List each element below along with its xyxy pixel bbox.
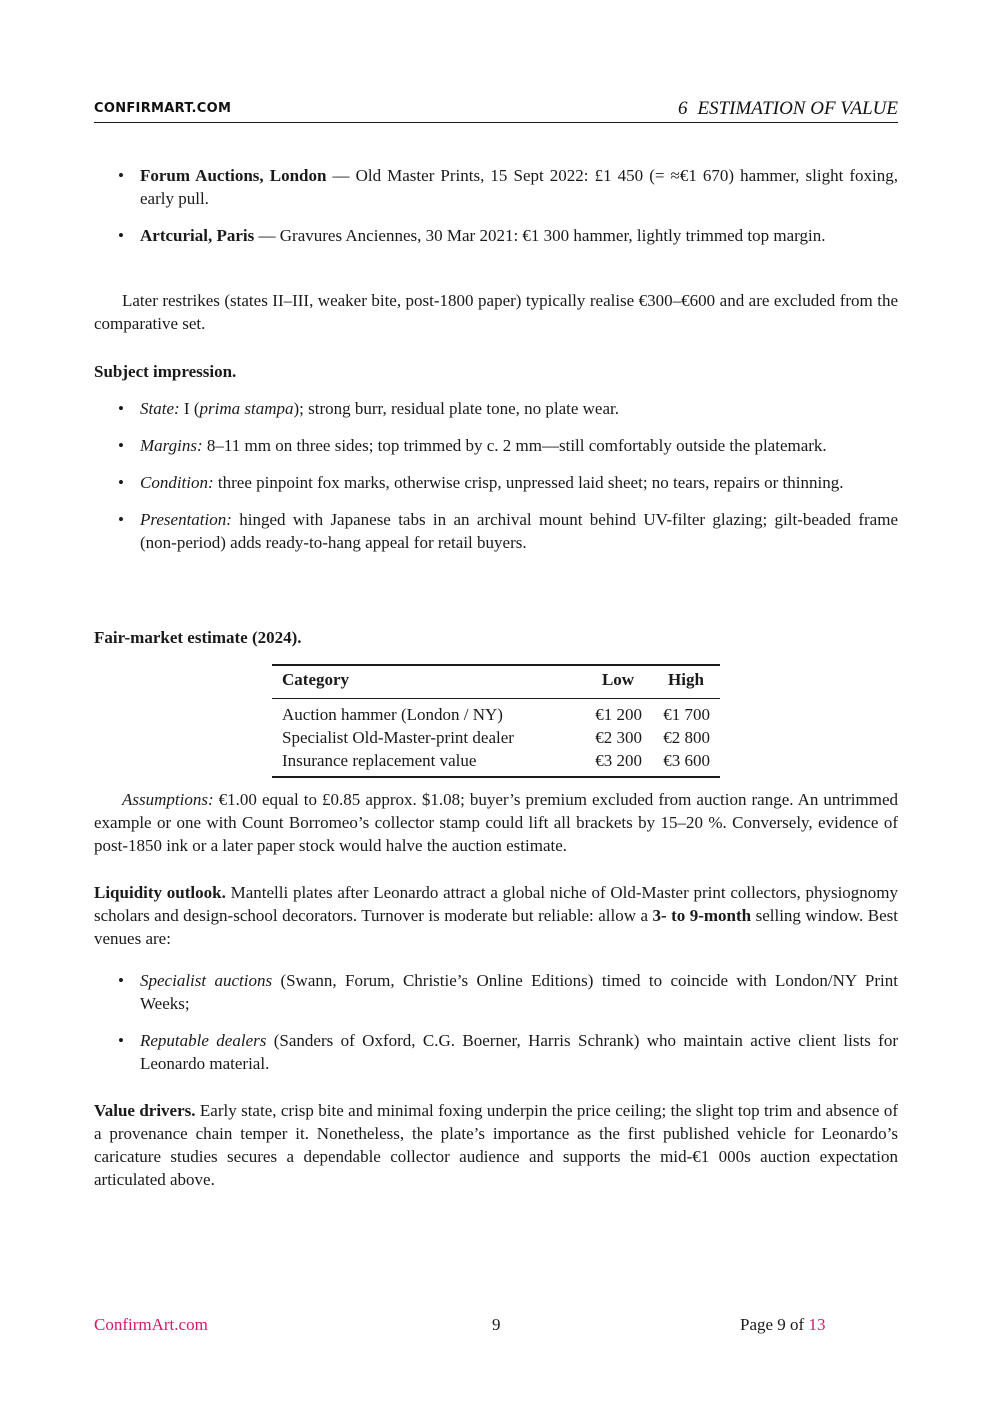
footer-site-link[interactable]: ConfirmArt.com [94,1315,208,1334]
auction-house: Forum Auctions, London [140,166,327,185]
value-drivers-heading: Value drivers. [94,1101,196,1120]
table-header-row [272,665,720,698]
page-label: Page 9 of [740,1315,809,1334]
list-item [94,1029,898,1075]
liquidity-text: Mantelli plates after Leonardo attract a global niche of Old-Master print collectors, physiognomy scholars and design-school decorators. Turnover is moderate but reliable: allow a [94,883,899,925]
table-row [272,698,720,726]
cell-high: €2 800 [663,727,710,747]
section-title-text: ESTIMATION OF VALUE [697,98,898,119]
item-text: (Sanders of Oxford, C.G. Boerner, Harris Schrank) who maintain active client lists for Leonardo material. [140,1031,899,1073]
page-total-link[interactable]: 13 [808,1315,826,1334]
table-row [272,726,720,749]
sale-details: — Gravures Anciennes, 30 Mar 2021: €1 300 hammer, lightly trimmed top margin. [254,226,826,245]
value-drivers-text: Early state, crisp bite and minimal foxing underpin the price ceiling; the slight top trim and absence of a provenance chain temper it. Nonetheless, the plate’s importance as the first published vehicle for Leonardo’s caricature studies secures a dependable collector audience and supports the mid-€1 000s auction expectation articulated above. [94,1101,898,1189]
liquidity-paragraph [94,881,898,950]
page-footer [94,1315,898,1339]
item-text: three pinpoint fox marks, otherwise crisp, unpressed laid sheet; no tears, repairs or thinning. [213,473,844,492]
item-label: Specialist auctions [140,971,273,990]
restrikes-paragraph: Later restrikes (states II–III, weaker bite, post-1800 paper) typically realise €300–€600 and are excluded from the comparative set. [94,291,898,333]
estimate-table [272,664,720,778]
sale-details: — Old Master Prints, 15 Sept 2022: £1 450 (= ≈€1 670) hammer, slight foxing, early pull. [140,166,898,208]
estimate-heading [94,626,898,649]
list-item [94,164,898,210]
cell-category: Insurance replacement value [272,749,584,777]
comparables-list [94,164,898,261]
assumptions-text: €1.00 equal to £0.85 approx. $1.08; buyer’s premium excluded from auction range. An untrimmed example or one with Count Borromeo’s collector stamp could lift all brackets by 15–20 %. Conversely, evidence of post-1850 ink or a later paper stock would halve the auction estimate. [94,790,898,855]
heading-text: Fair-market estimate (2024). [94,628,302,647]
item-label: Reputable dealers [140,1031,267,1050]
list-item [94,397,898,420]
item-label: Margins: [140,436,203,455]
list-item [94,224,898,247]
column-header-category: Category [272,665,584,698]
cell-category: Auction hammer (London / NY) [282,704,503,724]
footer-page-count [740,1315,825,1335]
item-text: 8–11 mm on three sides; top trimmed by c. 2 mm—still comfortably outside the platemark. [202,436,827,455]
item-italic: prima stampa [199,399,294,418]
confirmart-logo: CONFIRMART.COM [94,101,232,116]
column-header-low: Low [584,665,652,698]
item-label: Presentation: [140,510,232,529]
cell-low: €2 300 [595,727,642,747]
list-item [94,434,898,457]
item-text: I ( [179,399,200,418]
footer-page-number: 9 [492,1315,501,1334]
list-item [94,969,898,1015]
venues-list [94,969,898,1089]
cell-low: €1 200 [595,704,642,724]
assumptions-paragraph [94,788,898,857]
table-row [272,749,720,777]
assumptions-label: Assumptions: [122,790,214,809]
value-drivers-paragraph [94,1099,898,1191]
running-header [94,98,898,123]
section-number: 6 [677,98,688,119]
item-label: Condition: [140,473,214,492]
list-item [94,471,898,494]
cell-high: €1 700 [663,704,710,724]
auction-house: Artcurial, Paris [140,226,255,245]
selling-window: 3- to 9-month [652,906,752,925]
subject-list [94,397,898,568]
liquidity-text: selling window. Best venues are: [94,906,898,948]
section-title [678,98,898,120]
item-text: ); strong burr, residual plate tone, no plate wear. [293,399,619,418]
cell-high: €3 600 [652,749,720,777]
heading-text: Subject impression. [94,362,237,381]
cell-category: Specialist Old-Master-print dealer [282,727,514,747]
column-header-high: High [652,665,720,698]
list-item [94,508,898,554]
item-text: (Swann, Forum, Christie’s Online Editions) timed to coincide with London/NY Print Weeks; [140,971,898,1013]
subject-heading [94,360,898,383]
cell-low: €3 200 [584,749,652,777]
item-label: State: [140,399,180,418]
liquidity-heading: Liquidity outlook. [94,883,226,902]
item-text: hinged with Japanese tabs in an archival mount behind UV-filter glazing; gilt-beaded frame (non-period) adds ready-to-hang appeal for retail buyers. [140,510,898,552]
